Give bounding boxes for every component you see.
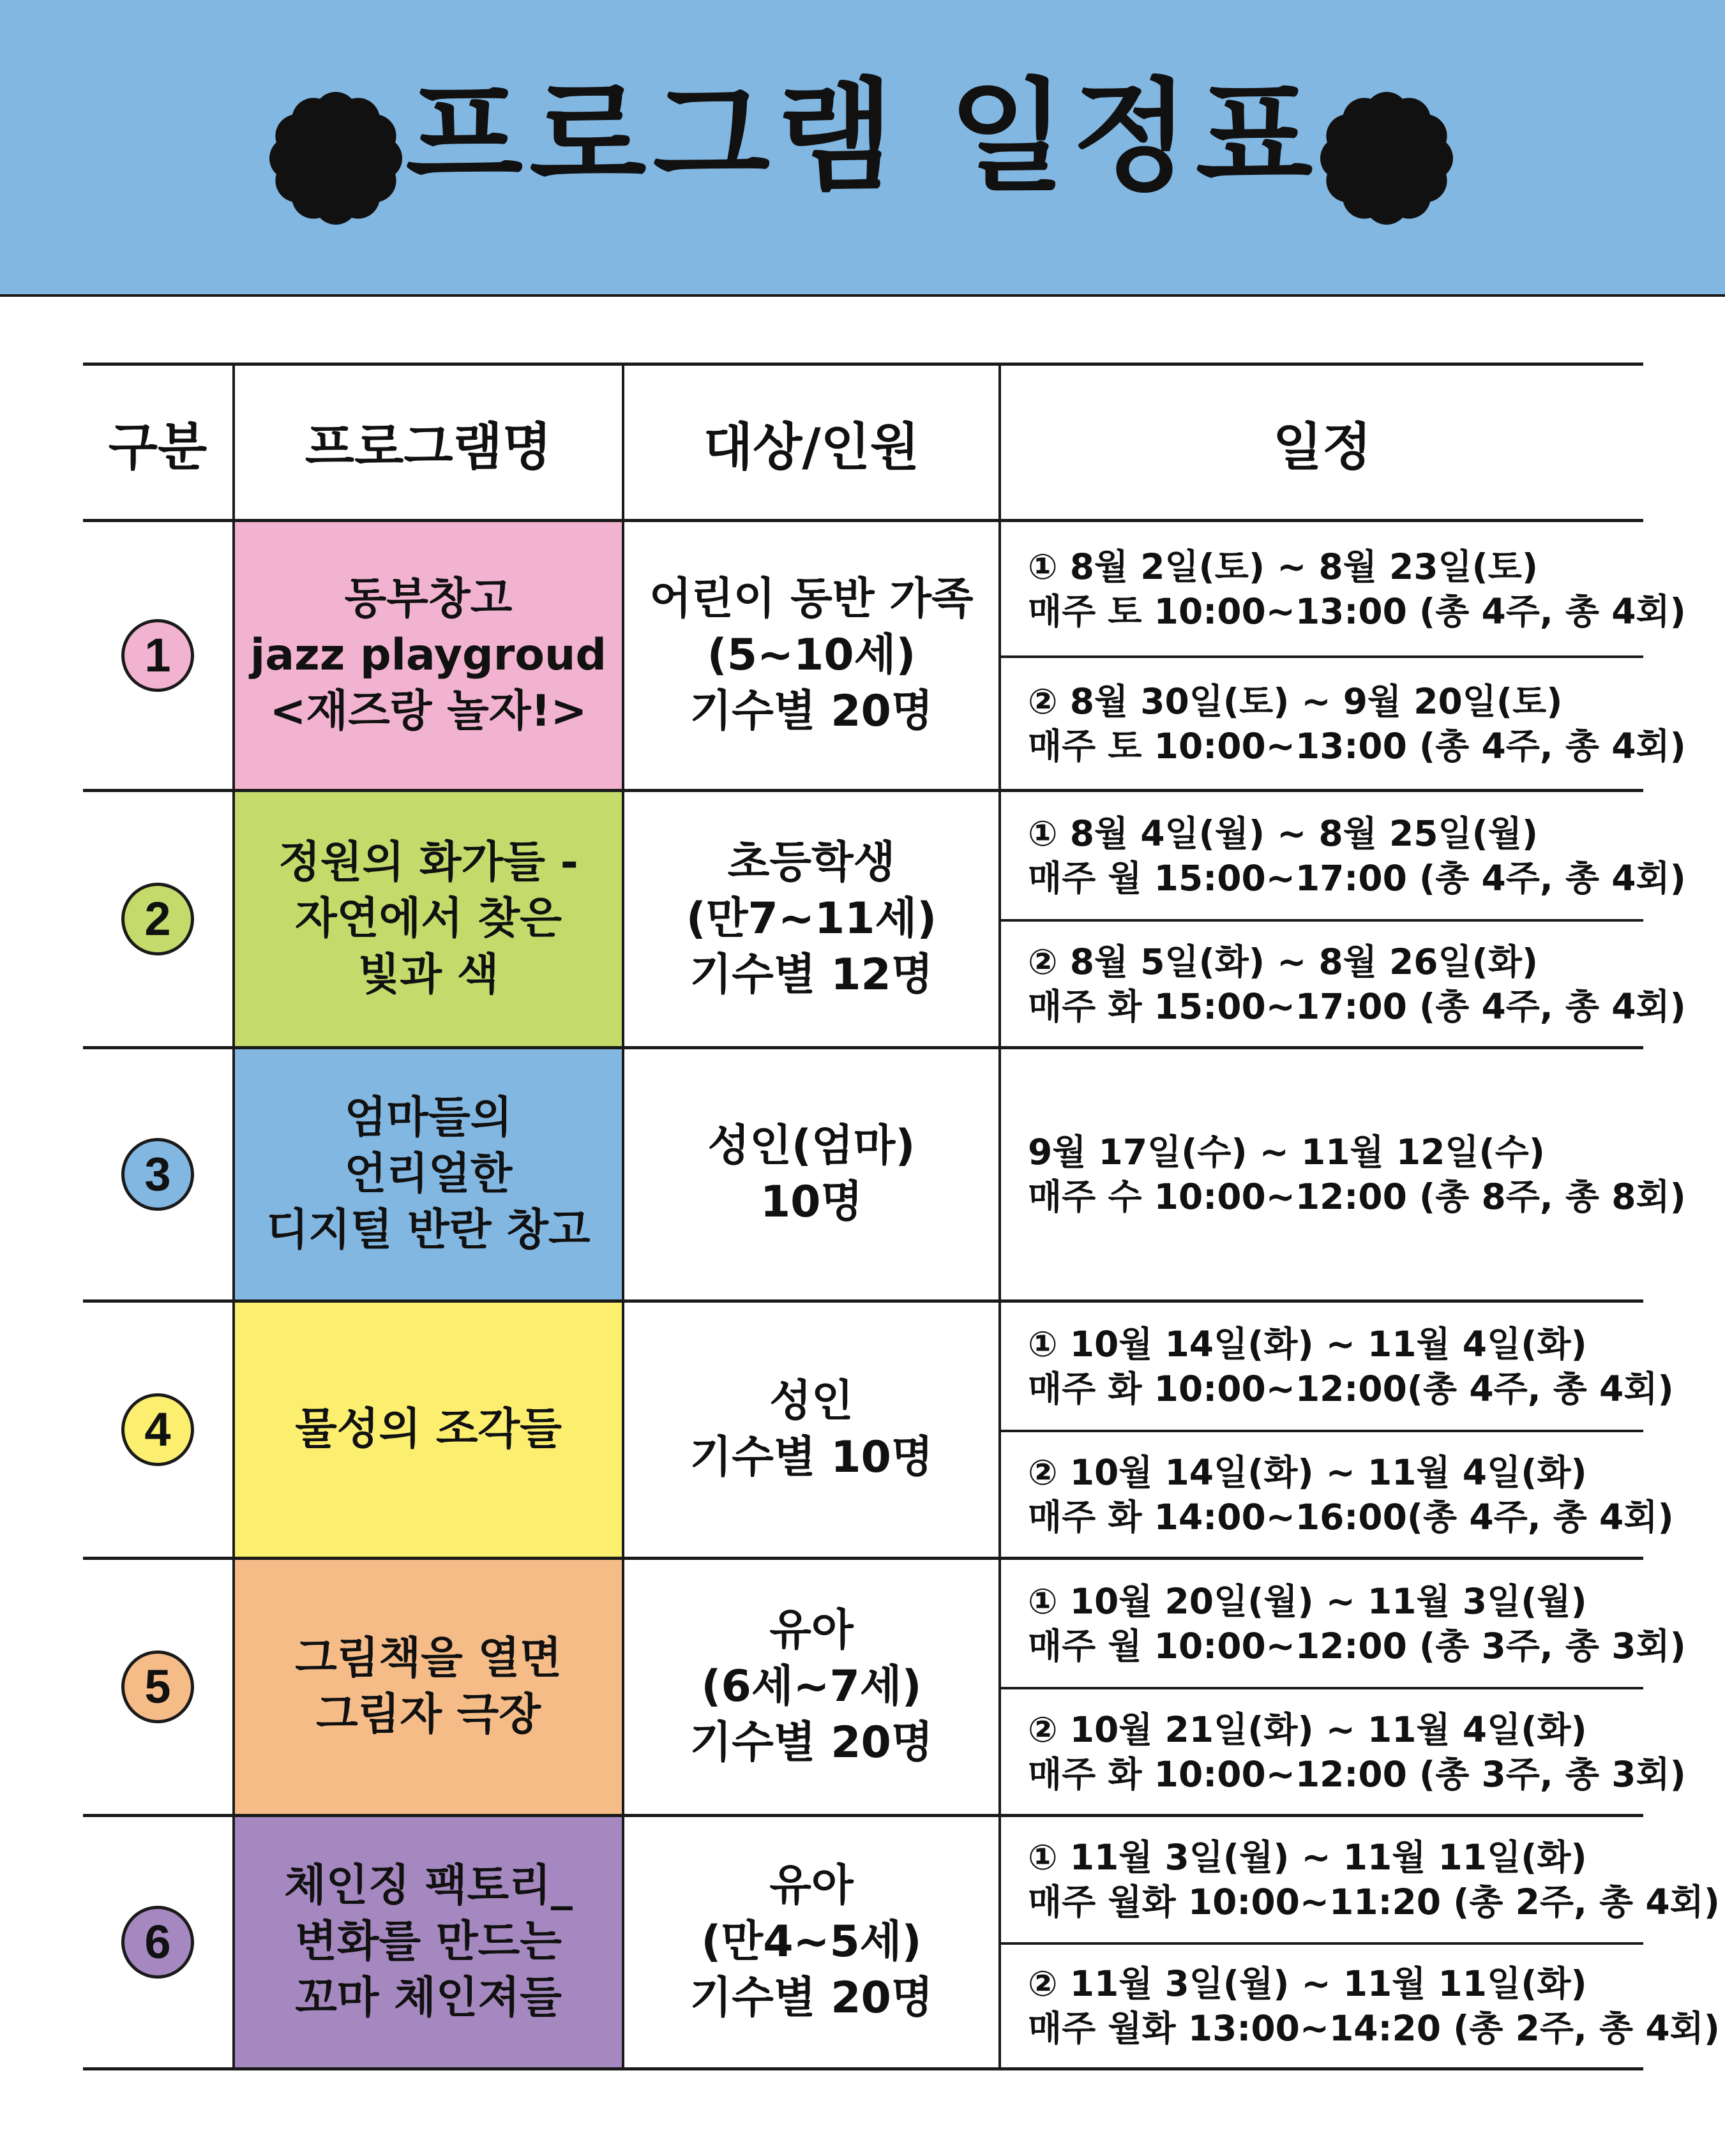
schedule-slot [1001,1430,1674,1557]
target-cell [623,791,1000,1048]
schedule-dates: ② 10월 21일(화) ~ 11월 4일(화) [1028,1709,1587,1750]
schedule-slot [1001,1049,1686,1299]
program-name: 정원의 화가들 - 자연에서 찾은 빛과 색 [278,837,578,1000]
schedule-dates: ① 11월 3일(월) ~ 11월 11일(화) [1028,1837,1587,1878]
schedule-times: 매주 토 10:00~13:00 (총 4주, 총 4회) [1028,725,1686,767]
schedule-cell [1000,1048,1686,1301]
program-name-cell [234,1816,623,2069]
table-row [83,521,1643,791]
program-name-cell [234,1301,623,1559]
schedule-table [83,363,1720,2070]
program-name: 엄마들의 언리얼한 디지털 반란 창고 [266,1093,591,1255]
target-cell [623,1816,1000,2069]
program-name: 물성의 조각들 [295,1404,562,1455]
row-number-badge: 3 [121,1138,194,1211]
row-number-badge: 5 [121,1651,194,1723]
schedule-slot [1001,1942,1720,2067]
schedule-times: 매주 화 14:00~16:00(총 4주, 총 4회) [1028,1496,1674,1538]
target-cell [623,521,1000,791]
schedule-times: 매주 월 10:00~12:00 (총 3주, 총 3회) [1028,1625,1686,1666]
schedule-cell [1000,1816,1720,2069]
row-number-badge: 1 [121,619,194,692]
header-schedule: 일정 [1000,364,1643,521]
program-name-cell [234,791,623,1048]
schedule-dates: ② 8월 5일(화) ~ 8월 26일(화) [1028,941,1539,982]
header-target: 대상/인원 [623,364,1000,521]
schedule-slot [1001,919,1686,1046]
schedule-cell [1000,1559,1686,1816]
table-row [83,1301,1643,1559]
schedule-dates: 9월 17일(수) ~ 11월 12일(수) [1028,1132,1545,1172]
schedule-slot [1001,1560,1686,1687]
schedule-cell [1000,521,1686,791]
program-name-cell [234,1559,623,1816]
schedule-dates: ② 8월 30일(토) ~ 9월 20일(토) [1028,680,1563,722]
target-text: 유아 (만4~5세) 기수별 20명 [689,1860,933,2023]
header-category: 구분 [83,364,234,521]
row-number-badge: 4 [121,1393,194,1466]
header-program-name: 프로그램명 [234,364,623,521]
program-name-cell [234,521,623,791]
row-number-cell [83,521,234,791]
row-number-badge: 6 [121,1906,194,1979]
table-row [83,791,1643,1048]
schedule-dates: ② 10월 14일(화) ~ 11월 4일(화) [1028,1451,1587,1493]
target-text: 유아 (6세~7세) 기수별 20명 [689,1605,933,1768]
schedule-times: 매주 화 15:00~17:00 (총 4주, 총 4회) [1028,985,1686,1027]
row-number-cell [83,1816,234,2069]
schedule-dates: ① 10월 14일(화) ~ 11월 4일(화) [1028,1323,1587,1365]
target-text: 성인 기수별 10명 [689,1376,933,1483]
schedule-times: 매주 월 15:00~17:00 (총 4주, 총 4회) [1028,857,1686,899]
schedule-times: 매주 월화 10:00~11:20 (총 2주, 총 4회) [1028,1882,1720,1922]
target-text: 성인(엄마) 10명 [707,1121,915,1227]
schedule-slot [1001,792,1686,919]
row-number-cell [83,791,234,1048]
program-name: 동부창고 jazz playgroud <재즈랑 놀자!> [250,574,607,737]
flower-icon [1316,88,1457,228]
schedule-times: 매주 토 10:00~13:00 (총 4주, 총 4회) [1028,590,1686,632]
program-name: 체인징 팩토리_ 변화를 만드는 꼬마 체인져들 [284,1860,573,2023]
table-row [83,1559,1643,1816]
page-title: 프로그램 일정표 [405,66,1320,207]
schedule-dates: ① 8월 4일(월) ~ 8월 25일(월) [1028,812,1539,854]
table-row [83,1816,1643,2069]
schedule-slot [1001,1303,1674,1430]
target-cell [623,1048,1000,1301]
schedule-times: 매주 월화 13:00~14:20 (총 2주, 총 4회) [1028,2008,1720,2049]
row-number-cell [83,1301,234,1559]
row-number-badge: 2 [121,883,194,955]
target-cell [623,1301,1000,1559]
schedule-times: 매주 수 10:00~12:00 (총 8주, 총 8회) [1028,1176,1686,1217]
page-header [0,0,1725,297]
schedule-dates: ② 11월 3일(월) ~ 11월 11일(화) [1028,1963,1587,2004]
schedule-slot [1001,1687,1686,1814]
schedule-cell [1000,1301,1674,1559]
target-text: 어린이 동반 가족 (5~10세) 기수별 20명 [649,574,974,737]
schedule-slot [1001,522,1686,655]
schedule-cell [1000,791,1686,1048]
row-number-cell [83,1559,234,1816]
schedule-slot [1001,655,1686,789]
target-cell [623,1559,1000,1816]
schedule-times: 매주 화 10:00~12:00 (총 3주, 총 3회) [1028,1753,1686,1795]
schedule-slot [1001,1817,1720,1942]
program-name-cell [234,1048,623,1301]
table-row [83,1048,1643,1301]
table-header-row [83,364,1643,521]
schedule-dates: ① 10월 20일(월) ~ 11월 3일(월) [1028,1580,1587,1622]
program-name: 그림책을 열면 그림자 극장 [295,1633,562,1740]
row-number-cell [83,1048,234,1301]
schedule-times: 매주 화 10:00~12:00(총 4주, 총 4회) [1028,1368,1674,1409]
schedule-dates: ① 8월 2일(토) ~ 8월 23일(토) [1028,546,1539,587]
target-text: 초등학생 (만7~11세) 기수별 12명 [686,837,937,1000]
